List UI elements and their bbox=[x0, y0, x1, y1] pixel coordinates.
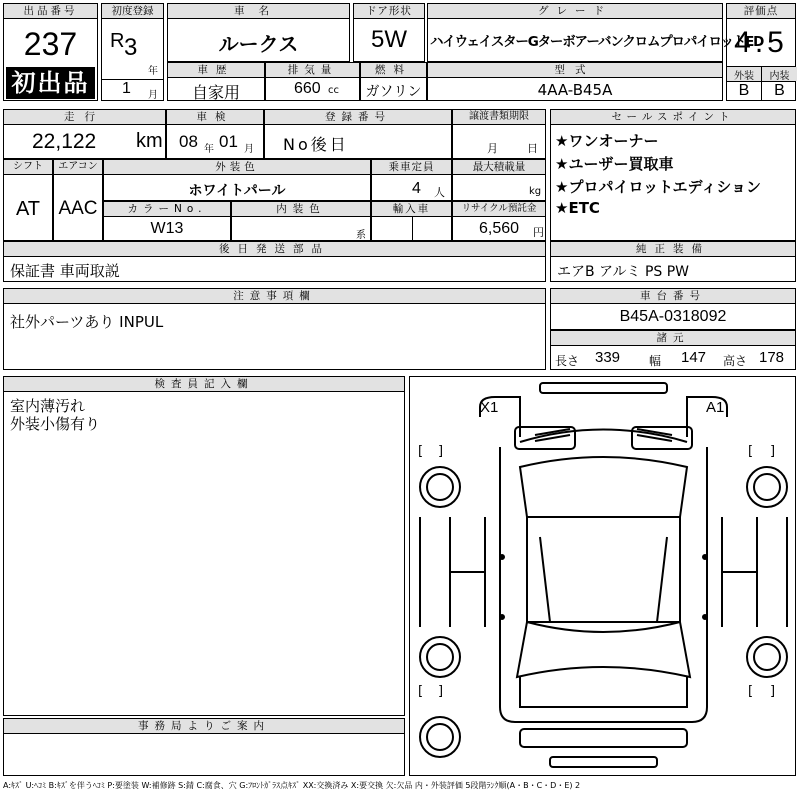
sales-point-item: ★プロパイロットエディション bbox=[555, 178, 762, 196]
specs-label: 諸元 bbox=[551, 331, 795, 346]
width-label: 幅 bbox=[649, 354, 662, 368]
office-notice-label: 事務局よりご案内 bbox=[4, 719, 404, 734]
svg-text:]: ] bbox=[770, 684, 776, 699]
inspection-year-unit: 年 bbox=[204, 144, 214, 155]
aircon-cell bbox=[53, 159, 103, 241]
notes-label: 注意事項欄 bbox=[4, 289, 545, 304]
max-load-unit: kg bbox=[529, 186, 542, 197]
first-listing-badge: 初出品 bbox=[6, 67, 95, 99]
inspection-cell bbox=[166, 109, 264, 159]
car-name-value: ルークス bbox=[218, 32, 299, 56]
exterior-color-label: 外装色 bbox=[104, 160, 370, 175]
score-label: 評価点 bbox=[727, 4, 795, 19]
interior-color-label: 内装色 bbox=[232, 202, 370, 217]
fuel-value: ガソリン bbox=[365, 84, 422, 100]
exterior-color-cell bbox=[103, 159, 371, 201]
recycle-unit: 円 bbox=[533, 226, 544, 239]
genuine-equipment-value: エアB アルミ PS PW bbox=[557, 264, 690, 280]
sales-points-cell bbox=[550, 109, 796, 241]
capacity-unit: 人 bbox=[434, 186, 445, 199]
width-value: 147 bbox=[681, 349, 707, 366]
first-registration-year-unit: 年 bbox=[148, 66, 158, 77]
door-value: 5W bbox=[371, 26, 407, 53]
grade-label: グレード bbox=[428, 4, 722, 19]
sales-point-item: ★ワンオーナー bbox=[555, 132, 659, 150]
mileage-unit: km bbox=[136, 130, 163, 152]
notes-value: 社外パーツあり INPUL bbox=[10, 313, 164, 331]
max-load-cell bbox=[452, 159, 546, 201]
mileage-cell bbox=[3, 109, 166, 159]
score-value: 4.5 bbox=[734, 26, 788, 59]
first-registration-month: 1 bbox=[122, 80, 131, 97]
inspection-year: 08 bbox=[179, 132, 198, 151]
displacement-label: 排気量 bbox=[266, 63, 359, 78]
inspector-note-line: 室内薄汚れ bbox=[10, 397, 86, 415]
car-diagram bbox=[410, 377, 797, 777]
fuel-cell bbox=[360, 62, 427, 101]
interior-color-unit: 系 bbox=[356, 230, 366, 241]
first-registration-year: 3 bbox=[124, 34, 138, 61]
exterior-score-label: 外装 bbox=[727, 67, 761, 81]
capacity-value: 4 bbox=[412, 180, 421, 197]
office-notice-cell bbox=[3, 718, 405, 776]
car-name-cell bbox=[167, 3, 350, 62]
later-parts-cell bbox=[3, 241, 546, 282]
sales-point-item: ★ETC bbox=[555, 199, 600, 217]
interior-color-cell bbox=[231, 201, 371, 241]
first-registration-cell bbox=[101, 3, 164, 101]
later-parts-value: 保証書 車両取説 bbox=[10, 262, 120, 280]
svg-text:]: ] bbox=[438, 684, 444, 699]
recycle-value: 6,560 bbox=[479, 220, 520, 237]
registration-number-label: 登録番号 bbox=[265, 110, 451, 125]
svg-text:[: [ bbox=[748, 444, 754, 459]
exterior-score-value: B bbox=[738, 82, 750, 99]
first-registration-label: 初度登録 bbox=[102, 4, 163, 19]
model-label: 型式 bbox=[428, 63, 722, 78]
interior-score-label: 内装 bbox=[762, 67, 797, 81]
fuel-label: 燃料 bbox=[361, 63, 426, 78]
inspection-month: 01 bbox=[219, 132, 238, 151]
inspector-note-line: 外装小傷有り bbox=[10, 415, 101, 433]
color-number-label: カラーNo. bbox=[104, 202, 230, 217]
recycle-cell bbox=[452, 201, 546, 241]
chassis-number-cell bbox=[550, 288, 796, 330]
inspection-label: 車検 bbox=[167, 110, 263, 125]
transfer-deadline-cell bbox=[452, 109, 546, 159]
diagram-label-x1: X1 bbox=[480, 399, 499, 416]
shift-value: AT bbox=[15, 198, 41, 220]
height-value: 178 bbox=[759, 349, 785, 366]
svg-text:]: ] bbox=[770, 444, 776, 459]
lot-number-cell bbox=[3, 3, 98, 101]
displacement-value: 660 bbox=[294, 80, 321, 97]
svg-text:[: [ bbox=[418, 444, 424, 459]
genuine-equipment-cell bbox=[550, 241, 796, 282]
length-value: 339 bbox=[595, 349, 621, 366]
grade-value: ハイウェイスターGターボアーバンクロムプロパイロットED bbox=[430, 34, 764, 50]
import-label: 輸入車 bbox=[372, 202, 451, 217]
model-value: 4AA-B45A bbox=[537, 81, 613, 99]
mileage-label: 走行 bbox=[4, 110, 165, 125]
history-label: 車歴 bbox=[168, 63, 264, 78]
chassis-number-label: 車台番号 bbox=[551, 289, 795, 304]
aircon-label: エアコン bbox=[54, 160, 102, 175]
door-label: ドア形状 bbox=[354, 4, 424, 19]
inspector-notes-cell bbox=[3, 376, 405, 716]
interior-score-value: B bbox=[774, 82, 785, 99]
exterior-color-value: ホワイトパール bbox=[188, 183, 286, 199]
shift-label: シフト bbox=[4, 160, 52, 175]
displacement-cell bbox=[265, 62, 360, 101]
inspection-month-unit: 月 bbox=[244, 144, 254, 155]
genuine-equipment-label: 純正装備 bbox=[551, 242, 795, 257]
displacement-unit: cc bbox=[328, 85, 339, 96]
inspector-notes-label: 検査員記入欄 bbox=[4, 377, 404, 392]
recycle-label: リサイクル預託金 bbox=[453, 202, 545, 217]
svg-text:]: ] bbox=[438, 444, 444, 459]
transfer-deadline-label: 譲渡書類期限 bbox=[453, 110, 545, 125]
capacity-label: 乗車定員 bbox=[372, 160, 451, 175]
color-number-value: W13 bbox=[150, 220, 184, 237]
history-cell bbox=[167, 62, 265, 101]
model-cell bbox=[427, 62, 723, 101]
height-label: 高さ bbox=[723, 354, 748, 368]
svg-text:[: [ bbox=[418, 684, 424, 699]
car-diagram-cell bbox=[409, 376, 796, 776]
max-load-label: 最大積載量 bbox=[453, 160, 545, 175]
history-value: 自家用 bbox=[191, 83, 240, 102]
car-name-label: 車名 bbox=[168, 4, 349, 19]
mileage-value: 22,122 bbox=[32, 130, 97, 153]
door-cell bbox=[353, 3, 425, 62]
svg-text:[: [ bbox=[748, 684, 754, 699]
transfer-month-unit: 月 bbox=[487, 142, 498, 155]
chassis-number-value: B45A-0318092 bbox=[619, 308, 727, 325]
first-registration-era: R bbox=[110, 30, 125, 52]
transfer-day-unit: 日 bbox=[527, 142, 538, 155]
first-registration-month-unit: 月 bbox=[148, 90, 158, 101]
score-cell bbox=[726, 3, 796, 101]
aircon-value: AAC bbox=[58, 198, 98, 219]
lot-number-label: 出品番号 bbox=[4, 4, 97, 19]
sales-point-item: ★ユーザー買取車 bbox=[555, 155, 674, 173]
lot-number-value: 237 bbox=[23, 26, 78, 62]
legend-text: A:ｷｽﾞ U:ﾍｺﾐ B:ｷｽﾞを伴うﾍｺﾐ P:要塗装 W:補修跡 S:錆 C:腐食、穴 G:ﾌﾛﾝﾄｶﾞﾗｽ点ｷｽﾞ XX:交換済み X:要交換 欠:欠品 内・外装評価 5段階ﾗﾝｸ順(A・B・C・D・E) 2 bbox=[3, 781, 581, 790]
diagram-label-a1: A1 bbox=[706, 399, 725, 416]
registration-number-cell bbox=[264, 109, 452, 159]
specs-cell bbox=[550, 330, 796, 370]
capacity-cell bbox=[371, 159, 452, 201]
registration-number-value: No後日 bbox=[283, 135, 349, 154]
later-parts-label: 後日発送部品 bbox=[4, 242, 545, 257]
sales-points-label: セールスポイント bbox=[551, 110, 795, 125]
notes-cell bbox=[3, 288, 546, 370]
color-number-cell bbox=[103, 201, 231, 241]
import-cell bbox=[371, 201, 452, 241]
length-label: 長さ bbox=[555, 354, 580, 368]
shift-cell bbox=[3, 159, 53, 241]
